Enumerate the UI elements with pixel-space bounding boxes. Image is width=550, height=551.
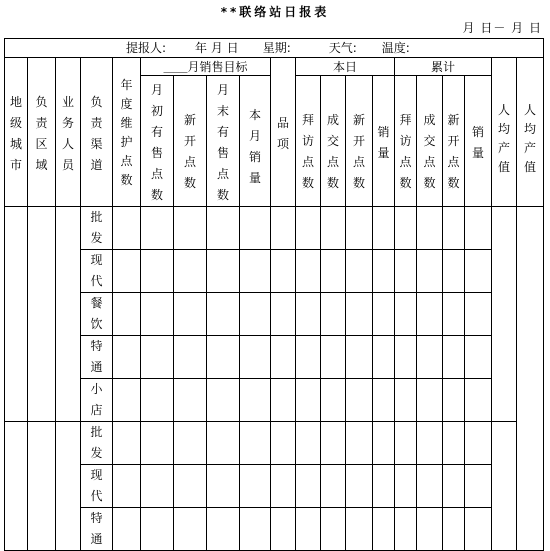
- col-region: 负责区域: [28, 58, 56, 207]
- group-monthly-target: ＿＿月销售目标: [141, 58, 271, 76]
- col-cum-visits: 拜访点数: [395, 76, 417, 207]
- table-row: [5, 379, 544, 422]
- col-month-sales: 本月销量: [240, 76, 271, 207]
- col-today-sales: 销量: [373, 76, 395, 207]
- col-today-deals: 成交点数: [321, 76, 346, 207]
- col-cum-deals: 成交点数: [417, 76, 443, 207]
- channel-cell: 餐饮: [81, 293, 113, 336]
- temperature-label: 温度:: [381, 41, 410, 55]
- meta-row: [5, 39, 544, 58]
- weekday-label: 星期:: [262, 41, 291, 55]
- header-group-row: [5, 58, 544, 76]
- channel-cell: 现代: [81, 465, 113, 508]
- col-salesperson: 业务人员: [56, 58, 81, 207]
- col-cum-new-open: 新开点数: [443, 76, 465, 207]
- weather-label: 天气:: [328, 41, 357, 55]
- col-annual: 年度维护点数: [113, 58, 141, 207]
- cell-per-capita[interactable]: [492, 207, 517, 422]
- col-channel: 负责渠道: [81, 58, 113, 207]
- date-label: 年 月 日: [195, 41, 239, 55]
- col-product: 品项: [271, 58, 296, 207]
- col-month-start: 月初有售点数: [141, 76, 174, 207]
- col-cum-sales: 销量: [465, 76, 492, 207]
- table-row: [5, 422, 544, 465]
- group-cumulative: 累计: [395, 58, 492, 76]
- col-per-capita-output-2: 人均产值: [517, 58, 544, 207]
- channel-cell: 批发: [81, 422, 113, 465]
- cell-salesperson[interactable]: [56, 207, 81, 422]
- cell-city[interactable]: [5, 207, 28, 422]
- channel-cell: 现代: [81, 250, 113, 293]
- col-today-new-open: 新开点数: [346, 76, 373, 207]
- cell-per-capita-2[interactable]: [517, 207, 544, 551]
- channel-cell: 特通: [81, 336, 113, 379]
- cell-city[interactable]: [5, 422, 28, 551]
- table-row: [5, 508, 544, 551]
- table-row: [5, 293, 544, 336]
- col-city: 地级城市: [5, 58, 28, 207]
- date-range: 月 日－ 月 日: [462, 21, 542, 35]
- cell-region[interactable]: [28, 422, 56, 551]
- group-today: 本日: [296, 58, 395, 76]
- meta-cell: [5, 39, 544, 58]
- col-new-points: 新开点数: [174, 76, 207, 207]
- channel-cell: 特通: [81, 508, 113, 551]
- table-row: [5, 250, 544, 293]
- table-row: [5, 207, 544, 250]
- reporter-label: 提报人:: [126, 41, 167, 55]
- table-row: [5, 336, 544, 379]
- report-title: **联络站日报表: [220, 5, 330, 19]
- cell-per-capita[interactable]: [492, 422, 517, 551]
- cell-region[interactable]: [28, 207, 56, 422]
- report-table: [4, 38, 544, 551]
- col-month-end: 月末有售点数: [207, 76, 240, 207]
- col-today-visits: 拜访点数: [296, 76, 321, 207]
- cell-salesperson[interactable]: [56, 422, 81, 551]
- table-row: [5, 465, 544, 508]
- channel-cell: 批发: [81, 207, 113, 250]
- col-per-capita-output: 人均产值: [492, 58, 517, 207]
- channel-cell: 小店: [81, 379, 113, 422]
